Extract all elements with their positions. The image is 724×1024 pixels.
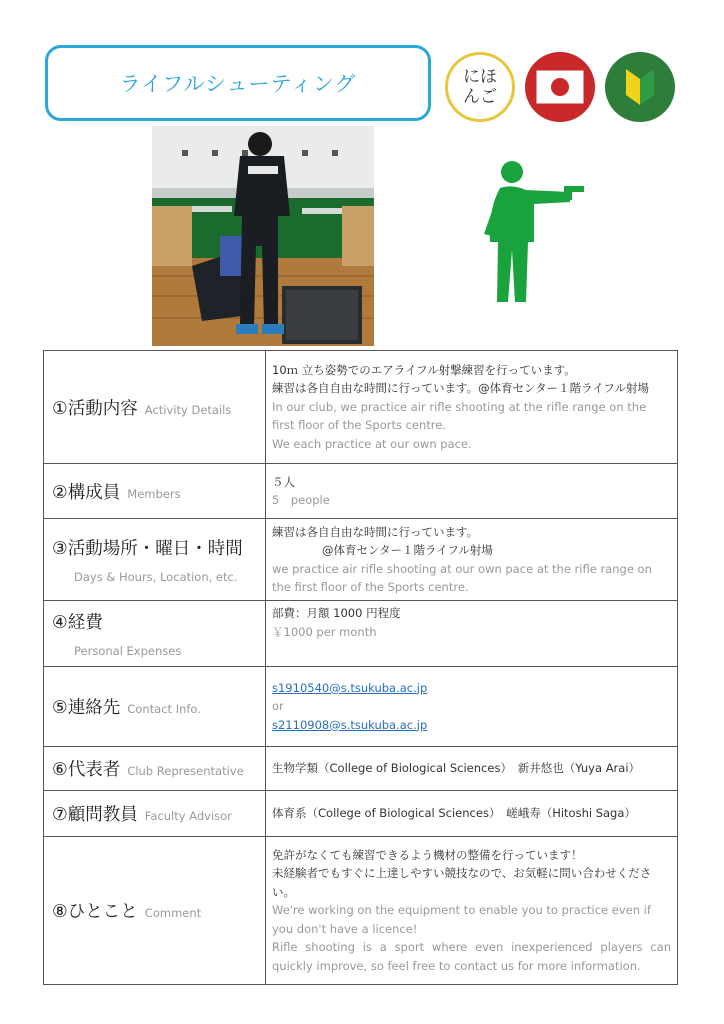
comment-en-1: We're working on the equipment to enable you to practice even if you don't have a licence! — [272, 903, 651, 936]
members-jp-label: ②構成員 — [52, 482, 121, 503]
expenses-jp-1: 部費：月額 1000 円程度 — [272, 606, 401, 620]
row-members — [44, 464, 678, 519]
row-contact — [44, 667, 678, 747]
japan-flag-icon[interactable] — [525, 52, 595, 122]
nihongo-badge-label: にほ んご — [463, 67, 497, 107]
row-representative — [44, 747, 678, 791]
label-cell — [44, 464, 266, 519]
label-cell — [44, 837, 266, 985]
row-comment — [44, 837, 678, 985]
location-jp-2: @体育センター１階ライフル射場 — [322, 543, 493, 557]
advisor-content — [266, 791, 678, 837]
comment-jp-2: 未経験者でもすぐに上達しやすい競技なので、お気軽に問い合わせください。 — [272, 866, 652, 899]
contact-content — [266, 667, 678, 747]
label-cell — [44, 351, 266, 464]
comment-jp-1: 免許がなくても練習できるよう機材の整備を行っています！ — [272, 847, 583, 862]
expenses-jp-label: ④経費 — [52, 613, 103, 633]
comment-en-label: Comment — [144, 906, 202, 920]
representative-jp-label: ⑥代表者 — [52, 760, 121, 780]
beginner-mark-icon[interactable] — [605, 52, 675, 122]
location-jp-1: 練習は各自自由な時間に行っています。 — [272, 524, 479, 539]
location-en-label: Days & Hours, Location, etc. — [74, 570, 238, 584]
contact-en-label: Contact Info. — [127, 702, 201, 716]
beginner-mark-graphic — [624, 67, 656, 107]
info-table — [43, 350, 678, 985]
expenses-en-label: Personal Expenses — [74, 644, 182, 658]
row-activity — [44, 351, 678, 464]
members-en-label: Members — [127, 486, 181, 501]
representative-en-label: Club Representative — [127, 764, 244, 778]
representative-content — [266, 747, 678, 791]
contact-jp-label: ⑤連絡先 — [52, 698, 121, 718]
activity-en-label: Activity Details — [144, 402, 232, 417]
expenses-en-1: ￥1000 per month — [272, 624, 377, 639]
activity-en-1: In our club, we practice air rifle shooting at the rifle range on the first floor of the Sports centre. — [272, 399, 647, 433]
nihongo-badge[interactable] — [445, 52, 515, 122]
row-location — [44, 519, 678, 601]
contact-email-link-1[interactable]: s1910540@s.tsukuba.ac.jp — [272, 680, 428, 695]
comment-content — [266, 837, 678, 985]
label-cell — [44, 747, 266, 791]
comment-en-2: Rifle shooting is a sport where even inexperienced players can quickly improve, so feel free to contact us for more information. — [272, 940, 671, 973]
advisor-jp-label: ⑦顧問教員 — [52, 805, 138, 825]
activity-en-2: We each practice at our own pace. — [272, 436, 472, 451]
label-cell — [44, 667, 266, 747]
location-content — [266, 519, 678, 601]
contact-email-link-2[interactable]: s2110908@s.tsukuba.ac.jp — [272, 717, 428, 732]
page-title: ライフルシューティング — [119, 72, 357, 96]
label-cell — [44, 601, 266, 667]
expenses-content — [266, 601, 678, 667]
representative-value: 生物学類（College of Biological Sciences） 新井悠也（Yuya Arai） — [272, 761, 641, 776]
title-box — [45, 45, 431, 121]
activity-content — [266, 351, 678, 464]
row-advisor — [44, 791, 678, 837]
shooter-pictogram-icon — [470, 150, 600, 310]
activity-jp-2: 練習は各自自由な時間に行っています。@体育センター１階ライフル射場 — [272, 381, 649, 396]
location-jp-label: ③活動場所・曜日・時間 — [52, 539, 243, 559]
members-jp-1: ５人 — [272, 474, 295, 489]
row-expenses — [44, 601, 678, 667]
members-en-1: 5 people — [272, 493, 330, 507]
activity-jp-label: ①活動内容 — [52, 398, 138, 419]
activity-jp-1: 10ｍ 立ち姿勢でのエアライフル射撃練習を行っています。 — [272, 362, 576, 377]
label-cell — [44, 791, 266, 837]
comment-jp-label: ⑧ひとこと — [52, 902, 138, 922]
label-cell — [44, 519, 266, 601]
advisor-en-label: Faculty Advisor — [144, 809, 232, 823]
japan-flag-graphic — [536, 70, 584, 104]
advisor-value: 体育系（College of Biological Sciences） 嵯峨寿（Hitoshi Saga） — [272, 806, 636, 821]
location-en-1: we practice air rifle shooting at our own pace at the rifle range on the first floor of the Sports centre. — [272, 561, 652, 594]
contact-or-text: or — [272, 699, 284, 714]
members-content — [266, 464, 678, 519]
shooting-range-photo — [152, 126, 374, 346]
